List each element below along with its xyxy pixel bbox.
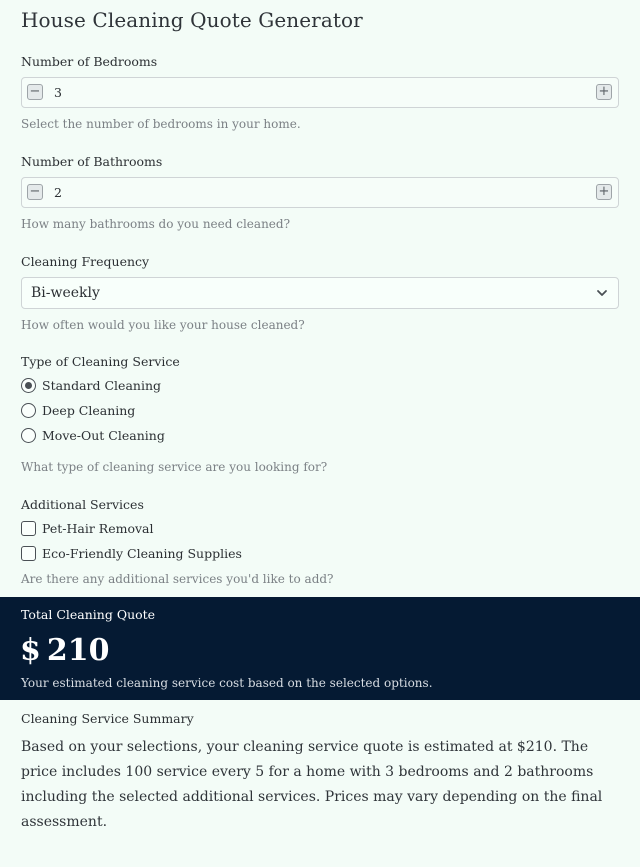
bathrooms-increment-button[interactable]: + (596, 184, 612, 200)
total-amount-value: 210 (46, 633, 110, 668)
additional-option-label: Pet-Hair Removal (42, 521, 154, 536)
radio-button[interactable] (21, 403, 36, 418)
checkbox[interactable] (21, 546, 36, 561)
bathrooms-decrement-button[interactable]: − (27, 184, 43, 200)
bathrooms-stepper (21, 177, 619, 208)
frequency-label: Cleaning Frequency (21, 254, 150, 269)
bedrooms-stepper (21, 77, 619, 108)
service-type-help-text: What type of cleaning service are you looking for? (21, 460, 328, 474)
frequency-help-text: How often would you like your house cleaned? (21, 318, 305, 332)
service-type-label: Type of Cleaning Service (21, 354, 180, 369)
bedrooms-increment-button[interactable]: + (596, 84, 612, 100)
radio-button[interactable] (21, 428, 36, 443)
summary-title: Cleaning Service Summary (21, 711, 194, 726)
radio-button-checked[interactable] (21, 378, 36, 393)
additional-services-help-text: Are there any additional services you'd like to add? (21, 572, 334, 586)
page-title: House Cleaning Quote Generator (21, 8, 363, 32)
total-quote-panel (0, 597, 640, 700)
bathrooms-value[interactable]: 2 (54, 185, 62, 200)
service-option-label: Standard Cleaning (42, 378, 162, 393)
additional-option-label: Eco-Friendly Cleaning Supplies (42, 546, 242, 561)
bedrooms-label: Number of Bedrooms (21, 54, 158, 69)
chevron-down-icon (596, 287, 608, 299)
bathrooms-label: Number of Bathrooms (21, 154, 163, 169)
checkbox[interactable] (21, 521, 36, 536)
bedrooms-value[interactable]: 3 (54, 85, 62, 100)
frequency-select[interactable] (21, 277, 619, 309)
total-quote-label: Total Cleaning Quote (21, 607, 156, 622)
summary-text: Based on your selections, your cleaning service quote is estimated at $210. The price includes 100 service every 5 for a home with 3 bedrooms and 2 bathrooms including the selected additional services. Prices may vary depending on the final assessment. (21, 739, 603, 830)
bedrooms-decrement-button[interactable]: − (27, 84, 43, 100)
bedrooms-help-text: Select the number of bedrooms in your home. (21, 117, 301, 131)
total-quote-amount (20, 633, 110, 668)
service-option-label: Move-Out Cleaning (42, 428, 165, 443)
total-quote-subtitle: Your estimated cleaning service cost based on the selected options. (21, 676, 433, 690)
service-option-label: Deep Cleaning (42, 403, 136, 418)
bathrooms-help-text: How many bathrooms do you need cleaned? (21, 217, 291, 231)
frequency-selected-value: Bi-weekly (31, 285, 100, 301)
additional-services-label: Additional Services (21, 497, 144, 512)
currency-symbol: $ (20, 633, 41, 668)
